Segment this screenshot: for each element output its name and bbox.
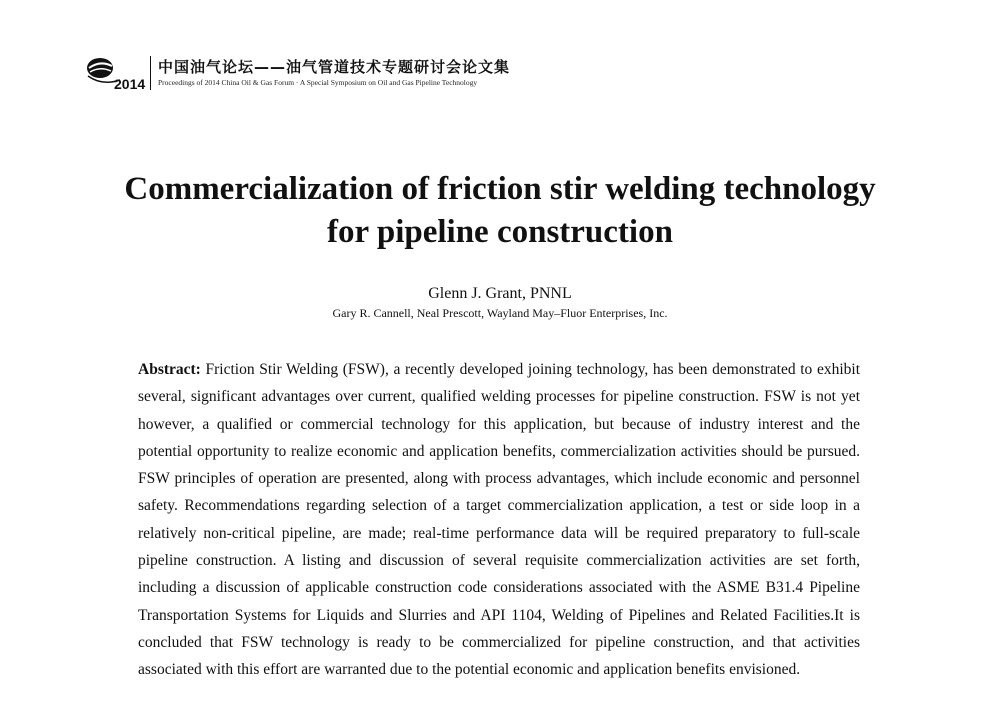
- paper-title-line-1: Commercialization of friction stir welding technology: [124, 171, 876, 207]
- logo-year: 2014: [114, 76, 146, 92]
- proceedings-title-cn: 中国油气论坛——油气管道技术专题研讨会论文集: [158, 58, 511, 76]
- forum-logo: [86, 56, 156, 92]
- abstract-text: Friction Stir Welding (FSW), a recently developed joining technology, has been demonstrated to exhibit several, significant advantages over current, qualified welding processes for pipeline construction. FSW is not yet however, a qualified or commercial technology for this application, but because of industry interest and the potential opportunity to realize economic and application benefits, commercialization activities should be pursued. FSW principles of operation are presented, along with process advantages, which include economic and personnel safety. Recommendations regarding selection of a target commercialization application, a test or side loop in a relatively non-critical pipeline, are made; real-time performance data will be required preparatory to full-scale pipeline construction. A listing and discussion of several requisite commercialization activities are set forth, including a discussion of applicable construction code considerations associated with the ASME B31.4 Pipeline Transportation Systems for Liquids and Slurries and API 1104, Welding of Pipelines and Related Facilities.It is concluded that FSW technology is ready to be commercialized for pipeline construction, and that activities associated with this effort are warranted due to the potential economic and application benefits envisioned.: [138, 361, 861, 679]
- paper-title: [0, 168, 1000, 254]
- primary-author: Glenn J. Grant, PNNL: [428, 285, 572, 302]
- paper-title-line-2: for pipeline construction: [327, 214, 673, 250]
- header-divider: [150, 56, 151, 90]
- co-authors: Gary R. Cannell, Neal Prescott, Wayland May–Fluor Enterprises, Inc.: [332, 306, 668, 320]
- proceedings-header: [86, 52, 686, 92]
- abstract-label: Abstract:: [138, 361, 201, 378]
- proceedings-subtitle-en: Proceedings of 2014 China Oil & Gas Forum · A Special Symposium on Oil and Gas Pipeline Technology: [158, 78, 478, 87]
- abstract: [138, 356, 860, 684]
